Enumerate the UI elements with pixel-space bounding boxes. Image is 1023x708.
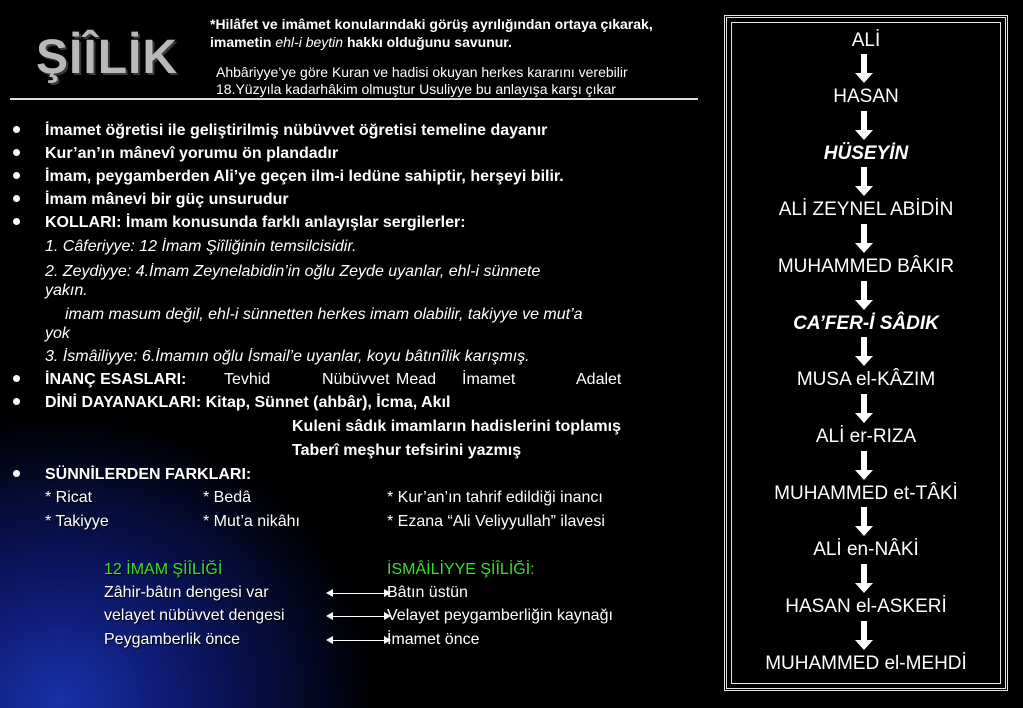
- down-arrow-icon: [857, 507, 871, 537]
- compare-left-title: 12 İMAM ŞİÎLİĞİ: [104, 561, 223, 578]
- inanc-item: Mead: [396, 371, 437, 388]
- compare-left-item: velayet nübüvvet dengesi: [104, 607, 285, 624]
- bullet-icon: [13, 149, 20, 156]
- down-arrow-icon: [857, 621, 871, 651]
- imam-3: HÜSEYİN: [823, 143, 909, 164]
- bullet-icon: [13, 126, 20, 133]
- inanc-item: Tevhid: [224, 371, 271, 388]
- bullet-text: İmamet öğretisi ile geliştirilmiş nübüvvet öğretisi temeline dayanır: [45, 122, 548, 139]
- compare-left-item: Peygamberlik önce: [104, 631, 241, 648]
- zeydiyye-note: imam masum değil, ehl-i sünnetten herkes imam olabilir, takiyye ve mut’a: [65, 306, 583, 323]
- bullet-icon: [13, 470, 20, 477]
- imam-10: ALİ en-NÂKİ: [813, 539, 919, 560]
- down-arrow-icon: [857, 281, 871, 311]
- bullet-icon: [13, 172, 20, 179]
- imam-2: HASAN: [833, 86, 899, 107]
- ahbariyye-line-1: Ahbâriyye’ye göre Kuran ve hadisi okuyan herkes kararını verebilir: [216, 64, 628, 80]
- fark-item: * Bedâ: [203, 489, 252, 506]
- down-arrow-icon: [857, 111, 871, 141]
- down-arrow-icon: [857, 451, 871, 481]
- imam-8: ALİ er-RIZA: [815, 426, 917, 447]
- note-italic-term: ehl-i beytin: [275, 34, 344, 50]
- bullet-icon: [13, 218, 20, 225]
- branch-ismailiyye: 3. İsmâiliyye: 6.İmamın oğlu İsmail’e uyanlar, koyu bâtınîlik karışmış.: [45, 348, 530, 365]
- page-title: ŞİÎLİK: [36, 31, 179, 84]
- compare-left-item: Zâhir-bâtın dengesi var: [104, 584, 269, 601]
- kollari-heading: KOLLARI: İmam konusunda farklı anlayışlar sergilerler:: [45, 214, 466, 231]
- note-line-1: *Hilâfet ve imâmet konularındaki görüş ayrılığından ortaya çıkarak,: [210, 16, 653, 32]
- fark-item: * Kur’an’ın tahrif edildiği inancı: [387, 489, 603, 506]
- bullet-icon: [13, 375, 20, 382]
- bullet-icon: [13, 195, 20, 202]
- kuleni-note: Kuleni sâdık imamların hadislerini toplamış: [292, 418, 621, 435]
- inanc-item: Adalet: [576, 371, 622, 388]
- compare-right-item: Velayet peygamberliğin kaynağı: [387, 607, 613, 624]
- fark-item: * Ezana “Ali Veliyyullah” ilavesi: [387, 513, 605, 530]
- compare-right-item: Bâtın üstün: [387, 584, 468, 601]
- note-text: imametin: [210, 34, 276, 50]
- compare-right-item: İmamet önce: [387, 631, 480, 648]
- inanc-item: İmamet: [462, 371, 516, 388]
- down-arrow-icon: [857, 394, 871, 424]
- bullet-icon: [13, 398, 20, 405]
- definition-note: [210, 15, 720, 51]
- down-arrow-icon: [857, 54, 871, 84]
- imam-6: CA’FER-İ SÂDIK: [793, 313, 939, 334]
- farklar-heading: SÜNNİLERDEN FARKLARI:: [45, 466, 252, 483]
- ahbariyye-note: [216, 64, 628, 98]
- note-text: hakkı olduğunu savunur.: [343, 34, 512, 50]
- imam-11: HASAN el-ASKERİ: [785, 596, 947, 617]
- imam-12: MUHAMMED el-MEHDİ: [765, 653, 967, 674]
- ahbariyye-line-2: 18.Yüzyıla kadarhâkim olmuştur Usuliyye bu anlayışa karşı çıkar: [216, 81, 616, 97]
- inanc-label: İNANÇ ESASLARI:: [45, 371, 187, 388]
- taberi-note: Taberî meşhur tefsirini yazmış: [292, 442, 522, 459]
- down-arrow-icon: [857, 167, 871, 197]
- branch-zeydiyye-cont: yakın.: [45, 282, 88, 299]
- fark-item: * Ricat: [45, 489, 93, 506]
- compare-right-title: İSMÂİLİYYE ŞİÎLİĞİ:: [387, 561, 535, 578]
- imam-5: MUHAMMED BÂKIR: [777, 256, 955, 277]
- branch-zeydiyye: 2. Zeydiyye: 4.İmam Zeynelabidin’in oğlu Zeyde uyanlar, ehl-i sünnete: [45, 263, 541, 280]
- imam-7: MUSA el-KÂZIM: [796, 369, 936, 390]
- imam-4: ALİ ZEYNEL ABİDİN: [778, 199, 954, 220]
- down-arrow-icon: [857, 337, 871, 367]
- down-arrow-icon: [857, 564, 871, 594]
- zeydiyye-note-cont: yok: [45, 325, 70, 342]
- fark-item: * Takiyye: [45, 513, 109, 530]
- down-arrow-icon: [857, 224, 871, 254]
- imam-9: MUHAMMED et-TÂKİ: [774, 483, 958, 504]
- bullet-text: İmam, peygamberden Ali’ye geçen ilm-i ledüne sahiptir, herşeyi bilir.: [45, 168, 564, 185]
- fark-item: * Mut’a nikâhı: [203, 513, 300, 530]
- imam-1: ALİ: [851, 30, 881, 51]
- dini-dayanaklar: DİNİ DAYANAKLARI: Kitap, Sünnet (ahbâr), İcma, Akıl: [45, 394, 451, 411]
- bullet-text: Kur’an’ın mânevî yorumu ön plandadır: [45, 145, 339, 162]
- title-divider: [10, 98, 698, 100]
- inanc-item: Nübüvvet: [322, 371, 390, 388]
- branch-caferiyye: 1. Câferiyye: 12 İmam Şiîliğinin temsilcisidir.: [45, 238, 357, 255]
- bullet-text: İmam mânevi bir güç unsurudur: [45, 191, 289, 208]
